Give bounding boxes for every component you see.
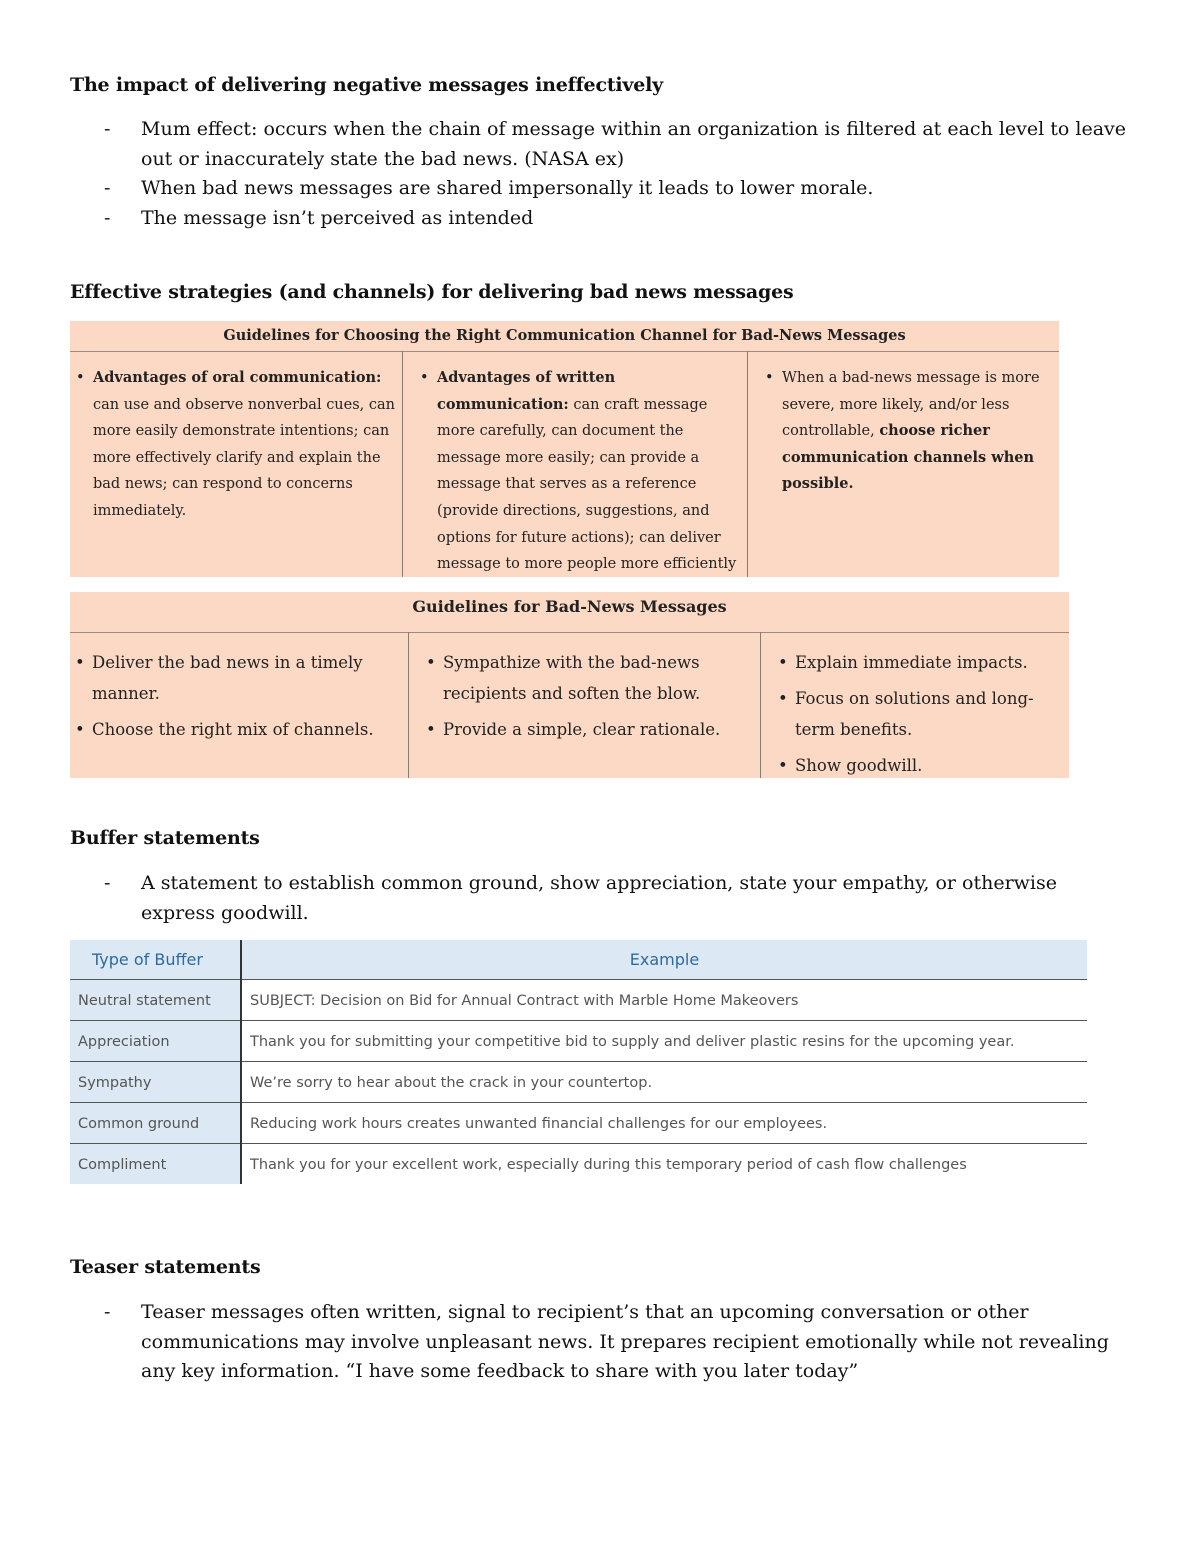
table-row xyxy=(70,1144,1087,1185)
buffer-type-cell: Common ground xyxy=(70,1103,241,1144)
buffer-example-cell: Thank you for submitting your competitive bid to supply and deliver plastic resins for the upcoming year. xyxy=(241,1021,1087,1062)
impact-bullet-list xyxy=(70,115,1140,233)
list-item: • Deliver the bad news in a timely manner. xyxy=(72,647,402,709)
table-cell-written xyxy=(417,365,743,573)
buffer-type-cell: Sympathy xyxy=(70,1062,241,1103)
column-divider xyxy=(408,632,409,778)
dash-marker: - xyxy=(104,118,111,140)
table-row xyxy=(70,1103,1087,1144)
list-item: • Sympathize with the bad-news recipients and soften the blow. xyxy=(423,647,755,709)
channel-guidelines-table xyxy=(70,321,1059,577)
bullet-marker: • xyxy=(778,689,788,708)
bullet-marker: • xyxy=(778,756,788,775)
list-item: - Teaser messages often written, signal to recipient’s that an upcoming conversation or other communications may involve unpleasant news. It prepares recipient emotionally while not revealing any key information. “I have some feedback to share with you later today” xyxy=(70,1298,1130,1387)
table-cell-richer-channels xyxy=(762,365,1056,575)
table-header-row xyxy=(70,940,1087,980)
list-item: • Show goodwill. xyxy=(775,750,1068,777)
buffer-example-cell: Reducing work hours creates unwanted financial challenges for our employees. xyxy=(241,1103,1087,1144)
bullet-marker: • xyxy=(426,653,436,672)
table-cell-oral xyxy=(73,365,397,575)
table-row xyxy=(70,1021,1087,1062)
section-heading-impact: The impact of delivering negative messages ineffectively xyxy=(70,74,663,96)
buffer-example-cell: Thank you for your excellent work, especially during this temporary period of cash flow challenges xyxy=(241,1144,1087,1185)
divider xyxy=(70,351,1059,352)
buffer-type-cell: Neutral statement xyxy=(70,980,241,1021)
table-cell-timing xyxy=(72,647,402,777)
bullet-marker: • xyxy=(765,370,774,386)
list-item: - Mum effect: occurs when the chain of message within an organization is filtered at each level to leave out or inaccurately state the bad news. (NASA ex) xyxy=(70,115,1140,174)
buffer-type-cell: Compliment xyxy=(70,1144,241,1185)
column-divider xyxy=(402,351,403,577)
buffer-types-table xyxy=(70,940,1087,1184)
bullet-marker: • xyxy=(426,720,436,739)
buffer-example-cell: We’re sorry to hear about the crack in your countertop. xyxy=(241,1062,1087,1103)
section-heading-strategies: Effective strategies (and channels) for delivering bad news messages xyxy=(70,281,794,303)
list-item: • Focus on solutions and long-term benefits. xyxy=(775,683,1068,745)
list-item: • Choose the right mix of channels. xyxy=(72,714,402,745)
list-item: • Advantages of written communication: can craft message more carefully, can document the message more easily; can provide a message that serves as a reference (provide directions, suggestions, and options for future actions); can deliver message to more people more efficiently xyxy=(417,365,743,573)
list-item: - A statement to establish common ground, show appreciation, state your empathy, or otherwise express goodwill. xyxy=(70,869,1130,928)
bullet-marker: • xyxy=(420,370,429,386)
list-item: • Provide a simple, clear rationale. xyxy=(423,714,755,745)
bullet-marker: • xyxy=(75,720,85,739)
table-row xyxy=(70,1062,1087,1103)
teaser-bullet-list xyxy=(70,1298,1130,1387)
list-item: - The message isn’t perceived as intended xyxy=(70,204,1140,234)
divider xyxy=(70,632,1069,633)
dash-marker: - xyxy=(104,872,111,894)
column-divider xyxy=(760,632,761,778)
buffer-type-cell: Appreciation xyxy=(70,1021,241,1062)
dash-marker: - xyxy=(104,206,111,229)
bullet-marker: • xyxy=(778,653,788,672)
table-title: Guidelines for Choosing the Right Communication Channel for Bad-News Messages xyxy=(223,327,906,344)
table-title: Guidelines for Bad-News Messages xyxy=(412,597,727,616)
dash-marker: - xyxy=(104,1301,111,1323)
buffer-bullet-list xyxy=(70,869,1130,928)
list-item: - When bad news messages are shared impersonally it leads to lower morale. xyxy=(70,174,1140,204)
column-header-type: Type of Buffer xyxy=(70,940,241,980)
bullet-marker: • xyxy=(76,370,85,386)
table-cell-sympathy xyxy=(423,647,755,777)
dash-marker: - xyxy=(104,177,111,199)
section-heading-buffer: Buffer statements xyxy=(70,827,260,849)
bad-news-guidelines-table xyxy=(70,592,1069,778)
table-cell-solutions xyxy=(775,647,1068,777)
column-divider xyxy=(747,351,748,577)
list-item: • When a bad-news message is more severe, more likely, and/or less controllable, choose richer communication channels when possible. xyxy=(762,365,1056,498)
table-row xyxy=(70,980,1087,1021)
list-item: • Advantages of oral communication: can use and observe nonverbal cues, can more easily demonstrate intentions; can more effectively clarify and explain the bad news; can respond to concerns immediately. xyxy=(73,365,397,525)
bullet-marker: • xyxy=(75,653,85,672)
section-heading-teaser: Teaser statements xyxy=(70,1256,261,1278)
column-header-example: Example xyxy=(241,940,1087,980)
buffer-example-cell: SUBJECT: Decision on Bid for Annual Contract with Marble Home Makeovers xyxy=(241,980,1087,1021)
list-item: • Explain immediate impacts. xyxy=(775,647,1068,678)
